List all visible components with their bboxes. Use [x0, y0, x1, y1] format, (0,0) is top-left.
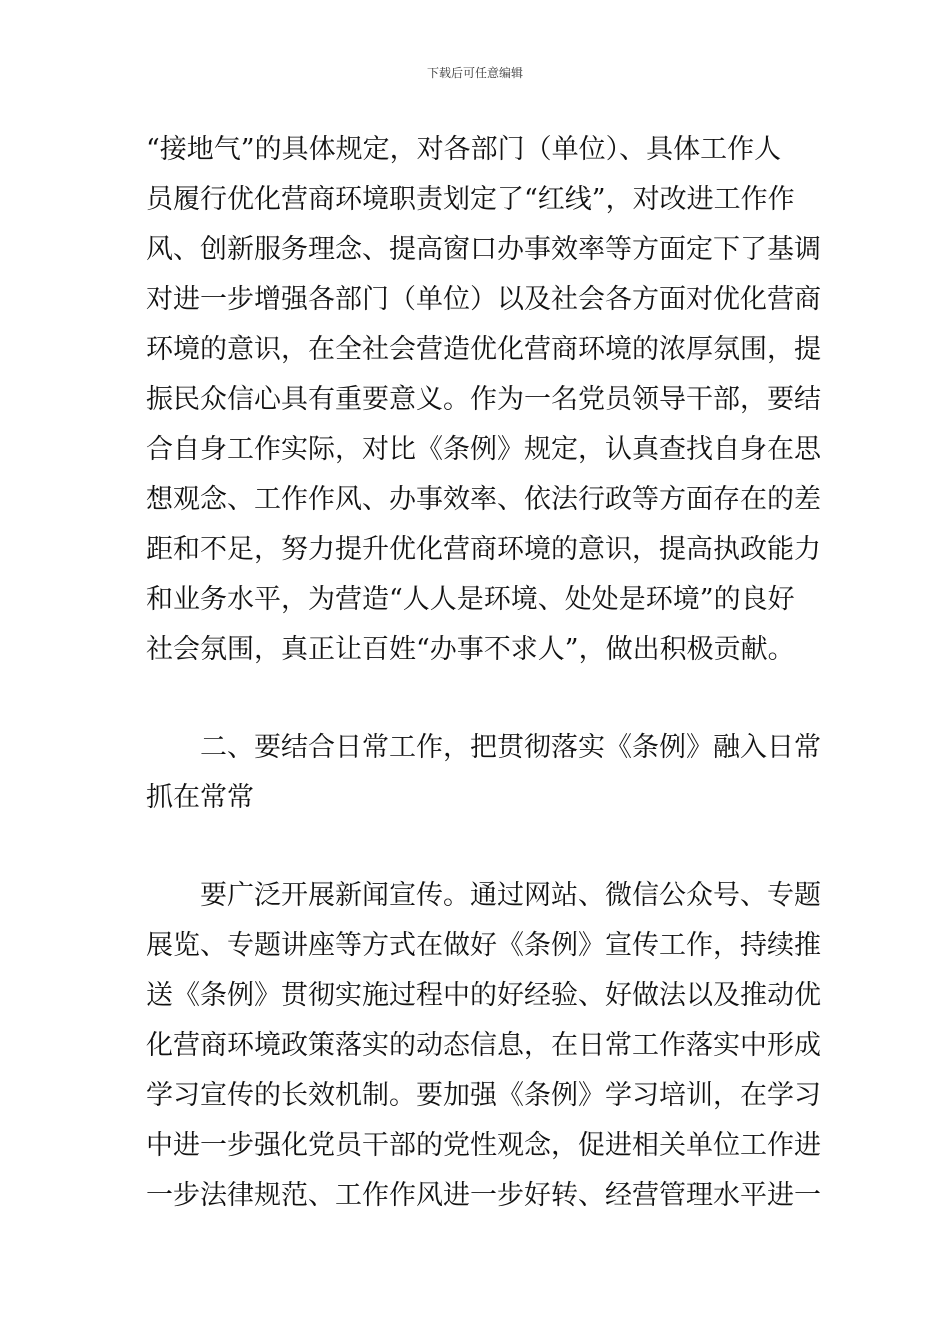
paragraph-line: 员履行优化营商环境职责划定了“红线”，对改进工作作 — [146, 184, 795, 215]
paragraph-line: 对进一步增强各部门（单位）以及社会各方面对优化营商 — [146, 284, 821, 315]
paragraph-line: 化营商环境政策落实的动态信息，在日常工作落实中形成 — [146, 1030, 821, 1061]
paragraph-line: 环境的意识，在全社会营造优化营商环境的浓厚氛围，提 — [146, 334, 821, 365]
paragraph-line: 合自身工作实际，对比《条例》规定，认真查找自身在思 — [146, 434, 821, 465]
heading-line: 二、要结合日常工作，把贯彻落实《条例》融入日常 — [146, 732, 821, 763]
paragraph-line: 中进一步强化党员干部的党性观念，促进相关单位工作进 — [146, 1130, 821, 1161]
heading-line: 抓在常常 — [146, 782, 254, 813]
paragraph-line: 和业务水平，为营造“人人是环境、处处是环境”的良好 — [146, 584, 795, 615]
paragraph-line: 展览、专题讲座等方式在做好《条例》宣传工作，持续推 — [146, 930, 821, 961]
paragraph-line: 要广泛开展新闻宣传。通过网站、微信公众号、专题 — [146, 880, 821, 911]
paragraph-line: 想观念、工作作风、办事效率、依法行政等方面存在的差 — [146, 484, 821, 515]
paragraph-line: 送《条例》贯彻实施过程中的好经验、好做法以及推动优 — [146, 980, 821, 1011]
paragraph-line: 学习宣传的长效机制。要加强《条例》学习培训，在学习 — [146, 1080, 821, 1111]
paragraph-line: “接地气”的具体规定，对各部门（单位）、具体工作人 — [146, 134, 782, 165]
paragraph-line: 振民众信心具有重要意义。作为一名党员领导干部，要结 — [146, 384, 821, 415]
page-header: 下载后可任意编辑 — [426, 66, 523, 80]
paragraph-line: 距和不足，努力提升优化营商环境的意识，提高执政能力 — [146, 534, 821, 565]
paragraph-line: 风、创新服务理念、提高窗口办事效率等方面定下了基调 — [146, 234, 821, 265]
paragraph-line: 一步法律规范、工作作风进一步好转、经营管理水平进一 — [146, 1180, 821, 1211]
paragraph-line: 社会氛围，真正让百姓“办事不求人”，做出积极贡献。 — [146, 634, 795, 665]
